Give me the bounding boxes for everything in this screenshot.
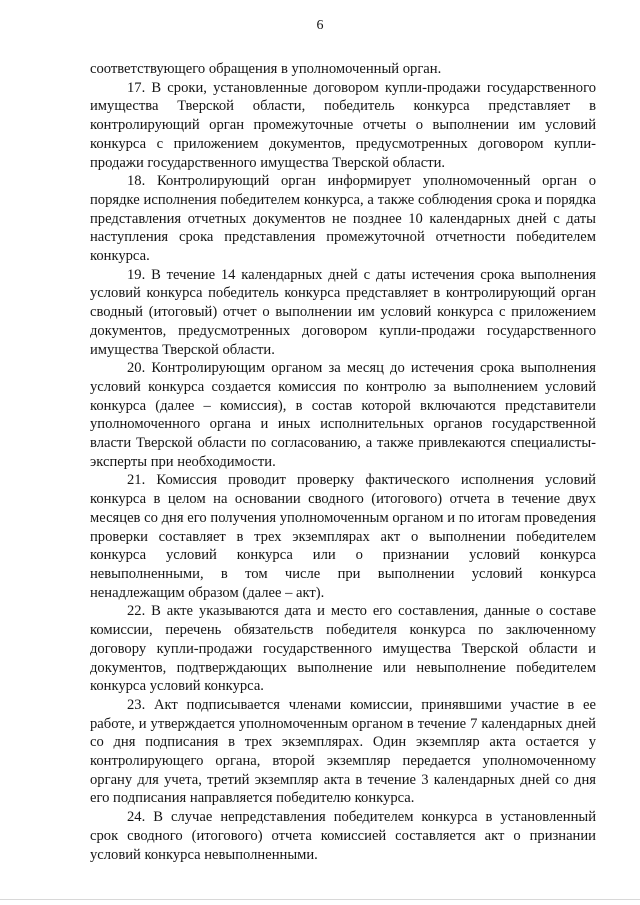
- paragraph-continuation: соответствующего обращения в уполномоченный орган.: [90, 61, 442, 77]
- paragraph-22: 22. В акте указываются дата и место его составления, данные о составе комиссии, перечень обязательств победителя конкурса по заключенному договору купли-продажи государственного имущества Тверской области и документов, подтверждающих выполнение или невыполнение победителем конкурса условий конкурса.: [90, 603, 596, 695]
- paragraph-23: 23. Акт подписывается членами комиссии, принявшими участие в ее работе, и утверждается уполномоченным органом в течение 7 календарных дней со дня подписания в трех экземплярах. Один экземпляр акта остается у контролирующего органа, второй экземпляр передается уполномоченному органу для учета, третий экземпляр акта в течение 3 календарных дней со дня его подписания направляется победителю конкурса.: [90, 696, 596, 807]
- paragraph-21: 21. Комиссия проводит проверку фактического исполнения условий конкурса в целом на основании сводного (итогового) отчета в течение двух месяцев со дня его получения уполномоченным органом и по итогам проведения проверки составляет в трех экземплярах акт о выполнении победителем конкурса условий конкурса или о признании условий конкурса невыполненными, в том числе при выполнении условий конкурса ненадлежащим образом (далее – акт).: [90, 472, 596, 601]
- document-body: [90, 60, 596, 864]
- page-bottom-edge: [0, 899, 640, 900]
- paragraph-18: 18. Контролирующий орган информирует уполномоченный орган о порядке исполнения победителем конкурса, а также соблюдения срока и порядка представления отчетных документов не позднее 10 календарных дней с даты наступления срока представления промежуточной отчетности победителем конкурса.: [90, 173, 596, 265]
- paragraph-17: 17. В сроки, установленные договором купли-продажи государственного имущества Тверской области, победитель конкурса представляет в контролирующий орган промежуточные отчеты о выполнении им условий конкурса с приложением документов, предусмотренных договором купли-продажи государственного имущества Тверской области.: [90, 79, 596, 171]
- paragraph-20: 20. Контролирующим органом за месяц до истечения срока выполнения условий конкурса создается комиссия по контролю за выполнением условий конкурса (далее – комиссия), в состав которой включаются представители уполномоченного органа и иных исполнительных органов государственной власти Тверской области по согласованию, а также привлекаются специалисты-эксперты при необходимости.: [90, 360, 596, 470]
- page-number: 6: [316, 18, 324, 33]
- paragraph-24: 24. В случае непредставления победителем конкурса в установленный срок сводного (итогового) отчета комиссией составляется акт о признании условий конкурса невыполненными.: [90, 809, 596, 863]
- paragraph-19: 19. В течение 14 календарных дней с даты истечения срока выполнения условий конкурса победитель конкурса представляет в контролирующий орган сводный (итоговый) отчет о выполнении им условий конкурса с приложением документов, предусмотренных договором купли-продажи государственного имущества Тверской области.: [90, 266, 596, 358]
